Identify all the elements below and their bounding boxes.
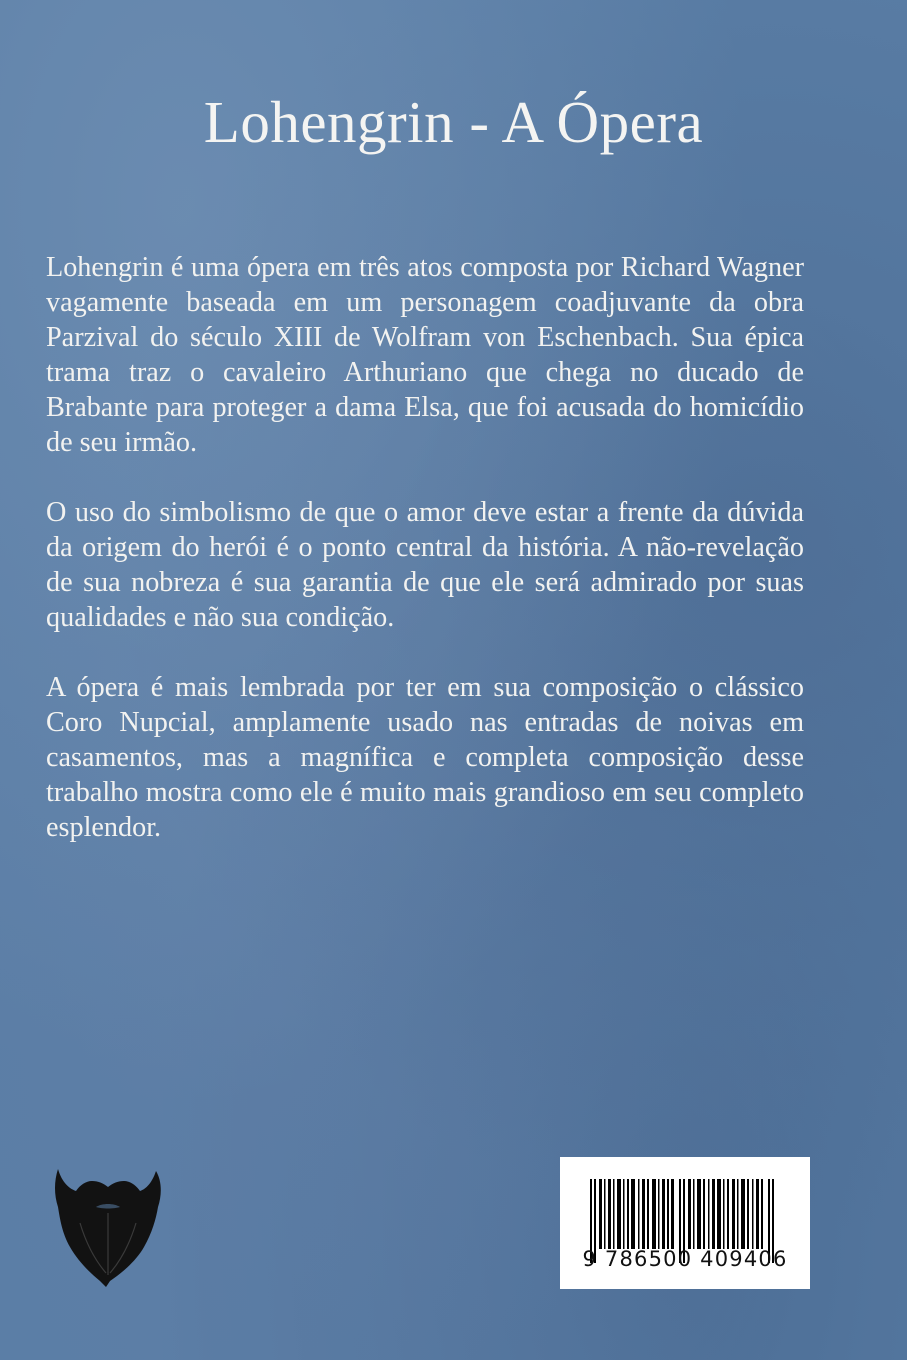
synopsis-paragraph-1: Lohengrin é uma ópera em três atos composta por Richard Wagner vagamente baseada em um personagem coadjuvante da obra Parzival do século XIII de Wolfram von Eschenbach. Sua épica trama traz o cavaleiro Arthuriano que chega no ducado de Brabante para proteger a dama Elsa, que foi acusada do homicídio de seu irmão. <box>46 252 804 458</box>
synopsis-paragraph-2: O uso do simbolismo de que o amor deve estar a frente da dúvida da origem do herói é o ponto central da história. A não-revelação de sua nobreza é sua garantia de que ele será admirado por suas qualidades e não sua condição. <box>46 497 804 633</box>
isbn-barcode <box>560 1157 810 1289</box>
synopsis-paragraph-3: A ópera é mais lembrada por ter em sua composição o clássico Coro Nupcial, amplamente usado nas entradas de noivas em casamentos, mas a magnífica e completa composição desse trabalho mostra como ele é muito mais grandioso em seu completo esplendor. <box>46 672 804 843</box>
beard-icon <box>50 1163 166 1287</box>
isbn-number: 9 786500 409406 <box>582 1247 788 1271</box>
book-title: Lohengrin - A Ópera <box>203 89 704 155</box>
synopsis <box>46 250 804 880</box>
